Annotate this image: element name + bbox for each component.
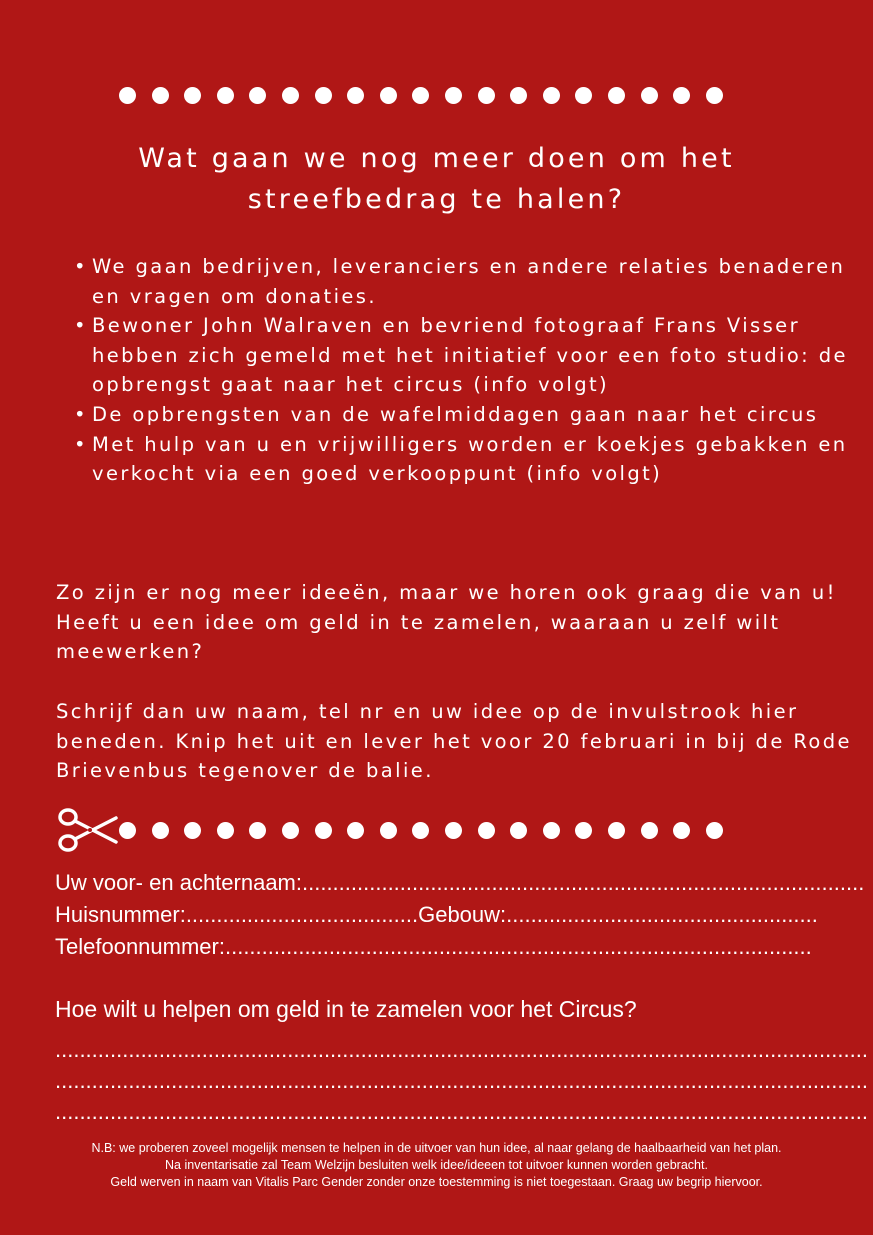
decorative-dot <box>478 822 495 839</box>
answer-line[interactable]: ..................................................................................................................................... <box>55 1037 868 1062</box>
decorative-dot <box>119 822 136 839</box>
house-number-field[interactable]: ...................................... <box>185 902 419 927</box>
decorative-dot <box>347 822 364 839</box>
decorative-dot <box>282 87 299 104</box>
decorative-dot <box>641 822 658 839</box>
decorative-dot <box>445 87 462 104</box>
footnote-line: N.B: we proberen zoveel mogelijk mensen te helpen in de uitvoer van hun idee, al naar gelang de haalbaarheid van het plan. <box>91 1141 782 1155</box>
answer-line[interactable]: ..................................................................................................................................... <box>55 1099 868 1124</box>
name-field-row <box>55 867 865 899</box>
decorative-dot <box>412 822 429 839</box>
decorative-dot <box>510 822 527 839</box>
instructions-paragraph: Schrijf dan uw naam, tel nr en uw idee op de invulstrook hier beneden. Knip het uit en lever het voor 20 februari in bij de Rode Brievenbus tegenover de balie. <box>56 700 852 783</box>
decorative-dot <box>608 87 625 104</box>
decorative-dot <box>673 822 690 839</box>
building-label: Gebouw: <box>418 902 507 927</box>
decorative-dot <box>543 822 560 839</box>
house-number-label: Huisnummer: <box>55 902 186 927</box>
bullet-list <box>74 252 864 489</box>
page-title: Wat gaan we nog meer doen om het streefbedrag te halen? <box>138 143 735 215</box>
footnote-line: Geld werven in naam van Vitalis Parc Gender zonder onze toestemming is niet toegestaan. Graag uw begrip hiervoor. <box>110 1175 763 1189</box>
decorative-dot <box>445 822 462 839</box>
answer-line[interactable]: ..................................................................................................................................... <box>55 1068 868 1093</box>
footnote-line: Na inventarisatie zal Team Welzijn besluiten welk idee/ideeen tot uitvoer kunnen worden gebracht. <box>165 1158 708 1172</box>
decorative-dot <box>478 87 495 104</box>
scissors-icon <box>56 806 118 854</box>
list-item: • Bewoner John Walraven en bevriend fotograaf Frans Visser hebben zich gemeld met het initiatief voor een foto studio: de opbrengst gaat naar het circus (info volgt) <box>74 311 864 400</box>
decorative-dot <box>184 87 201 104</box>
decorative-dot <box>119 87 136 104</box>
phone-field-row <box>55 931 815 963</box>
house-building-row <box>55 899 818 931</box>
list-item: • Met hulp van u en vrijwilligers worden er koekjes gebakken en verkocht via een goed verkooppunt (info volgt) <box>74 430 864 489</box>
decorative-dot <box>249 822 266 839</box>
decorative-dot <box>641 87 658 104</box>
cut-line-dots <box>119 822 738 839</box>
help-question: Hoe wilt u helpen om geld in te zamelen voor het Circus? <box>55 996 637 1022</box>
decorative-dot <box>217 822 234 839</box>
list-item: • We gaan bedrijven, leveranciers en andere relaties benaderen en vragen om donaties. <box>74 252 864 311</box>
decorative-dot <box>706 822 723 839</box>
decorative-dot <box>217 87 234 104</box>
phone-field[interactable]: ................................................................................................ <box>224 934 812 959</box>
decorative-dot <box>608 822 625 839</box>
footnote <box>20 1140 853 1191</box>
decorative-dot <box>380 87 397 104</box>
phone-label: Telefoonnummer: <box>55 934 225 959</box>
decorative-dot <box>412 87 429 104</box>
building-field[interactable]: ................................................... <box>506 902 818 927</box>
decorative-dot <box>152 87 169 104</box>
name-field[interactable]: ............................................................................................ <box>302 870 865 895</box>
decorative-dot <box>510 87 527 104</box>
decorative-dot <box>184 822 201 839</box>
form-fields <box>55 867 865 963</box>
decorative-dot <box>315 822 332 839</box>
ideas-paragraph: Zo zijn er nog meer ideeën, maar we horen ook graag die van u! Heeft u een idee om geld in te zamelen, waaraan u zelf wilt meewerken? <box>56 581 837 664</box>
decorative-dot <box>347 87 364 104</box>
list-item: • De opbrengsten van de wafelmiddagen gaan naar het circus <box>74 400 864 430</box>
decorative-dot <box>543 87 560 104</box>
decorative-dot <box>282 822 299 839</box>
decorative-dot <box>152 822 169 839</box>
decorative-dot-row-top <box>119 87 738 104</box>
answer-area <box>55 1034 868 1127</box>
decorative-dot <box>673 87 690 104</box>
decorative-dot <box>315 87 332 104</box>
decorative-dot <box>575 87 592 104</box>
decorative-dot <box>380 822 397 839</box>
decorative-dot <box>575 822 592 839</box>
decorative-dot <box>706 87 723 104</box>
decorative-dot <box>249 87 266 104</box>
name-label: Uw voor- en achternaam: <box>55 870 302 895</box>
